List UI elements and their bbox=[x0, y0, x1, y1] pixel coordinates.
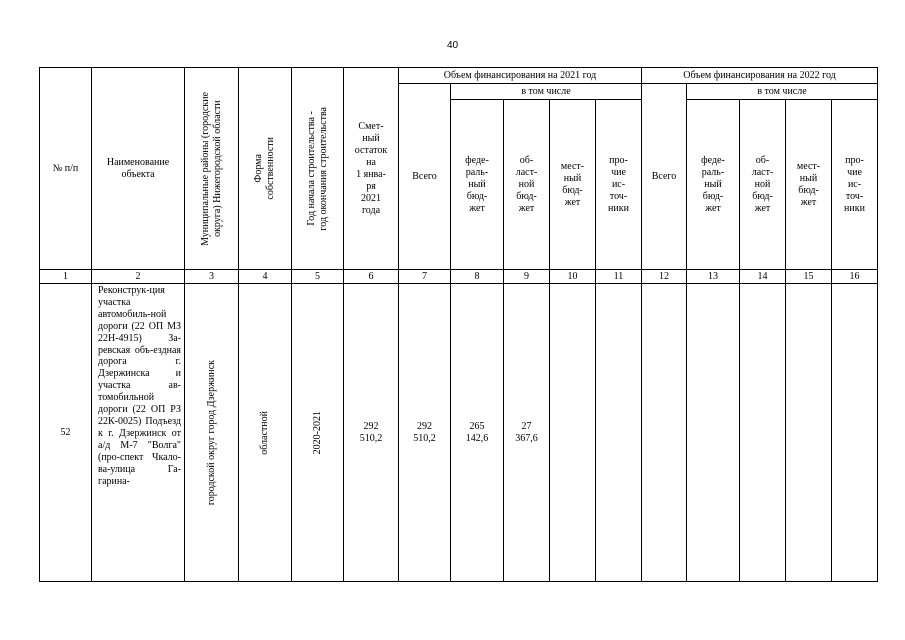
column-number: 1 bbox=[40, 270, 92, 284]
row-regional-2022 bbox=[740, 284, 786, 582]
header-municipal: Муниципальные районы (городские округа) Нижегородской области bbox=[185, 68, 239, 270]
row-balance: 292 510,2 bbox=[344, 284, 399, 582]
row-other-2021 bbox=[596, 284, 642, 582]
row-total-2022 bbox=[642, 284, 687, 582]
header-other-2021: про- чие ис- точ- ники bbox=[596, 100, 642, 270]
column-number-row bbox=[40, 270, 878, 284]
header-fin-2021: Объем финансирования на 2021 год bbox=[399, 68, 642, 84]
column-number: 7 bbox=[399, 270, 451, 284]
row-years: 2020-2021 bbox=[292, 284, 344, 582]
header-including-2022: в том числе bbox=[687, 84, 878, 100]
row-total-2021: 292 510,2 bbox=[399, 284, 451, 582]
column-number: 12 bbox=[642, 270, 687, 284]
header-regional-2022: об- ласт- ной бюд- жет bbox=[740, 100, 786, 270]
column-number: 14 bbox=[740, 270, 786, 284]
row-federal-2021: 265 142,6 bbox=[451, 284, 504, 582]
row-local-2021 bbox=[550, 284, 596, 582]
column-number: 6 bbox=[344, 270, 399, 284]
page-number: 40 bbox=[446, 40, 459, 51]
header-total-2022: Всего bbox=[642, 84, 687, 270]
header-balance: Смет- ный остаток на 1 янва- ря 2021 года bbox=[344, 68, 399, 270]
row-ownership: областной bbox=[239, 284, 292, 582]
header-local-2022: мест- ный бюд- жет bbox=[786, 100, 832, 270]
header-federal-2022: феде- раль- ный бюд- жет bbox=[687, 100, 740, 270]
header-including-2021: в том числе bbox=[451, 84, 642, 100]
row-object-name: Реконструк-ция участка автомобиль-ной дороги (22 ОП МЗ 22Н-4915) За-ревская объ-ездная дорога г. Дзержинска и участка ав-томобильной дороги (22 ОП РЗ 22К-0025) Подъезд к г. Дзержинск от а/д М-7 "Волга" (про-спект Чкало-ва-улица Га-гарина- bbox=[92, 284, 185, 582]
column-number: 4 bbox=[239, 270, 292, 284]
column-number: 3 bbox=[185, 270, 239, 284]
header-regional-2021: об- ласт- ной бюд- жет bbox=[504, 100, 550, 270]
column-number: 2 bbox=[92, 270, 185, 284]
row-num: 52 bbox=[40, 284, 92, 582]
column-number: 5 bbox=[292, 270, 344, 284]
column-number: 11 bbox=[596, 270, 642, 284]
financing-table bbox=[39, 67, 878, 582]
header-local-2021: мест- ный бюд- жет bbox=[550, 100, 596, 270]
header-federal-2021: феде- раль- ный бюд- жет bbox=[451, 100, 504, 270]
table-row bbox=[40, 284, 878, 582]
column-number: 13 bbox=[687, 270, 740, 284]
column-number: 10 bbox=[550, 270, 596, 284]
header-fin-2022: Объем финансирования на 2022 год bbox=[642, 68, 878, 84]
row-federal-2022 bbox=[687, 284, 740, 582]
header-other-2022: про- чие ис- точ- ники bbox=[832, 100, 878, 270]
row-regional-2021: 27 367,6 bbox=[504, 284, 550, 582]
column-number: 8 bbox=[451, 270, 504, 284]
column-number: 16 bbox=[832, 270, 878, 284]
header-num: № п/п bbox=[40, 68, 92, 270]
header-name: Наименование объекта bbox=[92, 68, 185, 270]
header-years: Год начала строительства - год окончания строительства bbox=[292, 68, 344, 270]
row-municipal: городской округ город Дзержинск bbox=[185, 284, 239, 582]
row-other-2022 bbox=[832, 284, 878, 582]
header-total-2021: Всего bbox=[399, 84, 451, 270]
column-number: 9 bbox=[504, 270, 550, 284]
header-ownership: Форма собственности bbox=[239, 68, 292, 270]
column-number: 15 bbox=[786, 270, 832, 284]
row-local-2022 bbox=[786, 284, 832, 582]
